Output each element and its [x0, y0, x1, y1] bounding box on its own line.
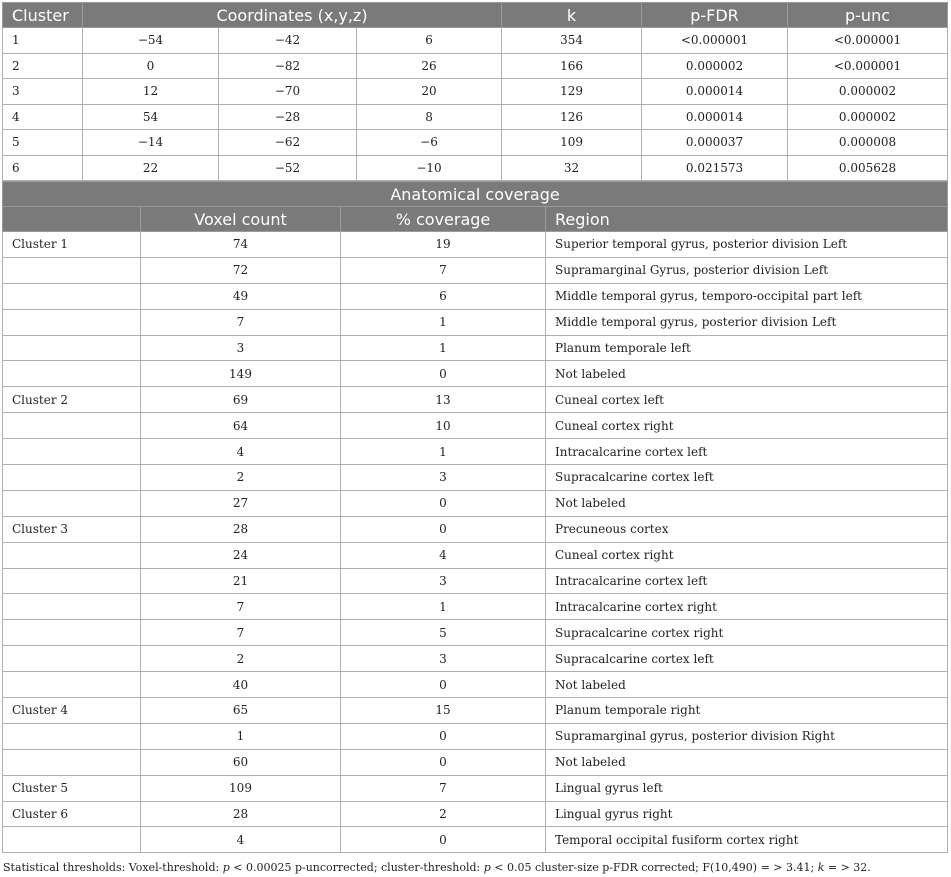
cell-punc: 0.005628 [788, 155, 948, 181]
cell-k: 166 [502, 53, 642, 79]
cell-region: Temporal occipital fusiform cortex right [546, 827, 948, 853]
cell-region: Planum temporale right [546, 698, 948, 724]
coverage-row [3, 439, 948, 465]
cell-region: Intracalcarine cortex right [546, 594, 948, 620]
cell-x: 22 [83, 155, 219, 181]
cell-voxel: 74 [141, 232, 341, 258]
cell-k: 109 [502, 130, 642, 156]
cell-coverage: 13 [341, 387, 546, 413]
cell-y: −70 [219, 79, 357, 105]
cluster-row [3, 79, 948, 105]
cell-y: −42 [219, 28, 357, 54]
cell-voxel: 7 [141, 620, 341, 646]
coverage-row [3, 723, 948, 749]
cell-y: −52 [219, 155, 357, 181]
cell-coverage: 0 [341, 827, 546, 853]
cell-pfdr: 0.000002 [642, 53, 788, 79]
cluster-table [2, 2, 948, 181]
cell-cluster [3, 672, 141, 698]
coverage-row [3, 542, 948, 568]
cell-cluster [3, 465, 141, 491]
coverage-table [2, 181, 948, 853]
coverage-row [3, 801, 948, 827]
coverage-row [3, 490, 948, 516]
header-voxel-count: Voxel count [141, 207, 341, 232]
coverage-row [3, 827, 948, 853]
coverage-row [3, 257, 948, 283]
cell-cluster: 4 [3, 104, 83, 130]
cluster-row [3, 53, 948, 79]
cell-k: 32 [502, 155, 642, 181]
header-k: k [502, 3, 642, 28]
cell-voxel: 69 [141, 387, 341, 413]
cell-region: Not labeled [546, 672, 948, 698]
cell-voxel: 149 [141, 361, 341, 387]
cell-region: Intracalcarine cortex left [546, 439, 948, 465]
cell-coverage: 7 [341, 775, 546, 801]
cell-region: Cuneal cortex right [546, 413, 948, 439]
cell-voxel: 49 [141, 283, 341, 309]
cell-region: Lingual gyrus right [546, 801, 948, 827]
cell-voxel: 28 [141, 801, 341, 827]
cell-coverage: 6 [341, 283, 546, 309]
cell-x: 12 [83, 79, 219, 105]
cell-coverage: 1 [341, 309, 546, 335]
cell-cluster [3, 646, 141, 672]
cell-z: 20 [357, 79, 502, 105]
cell-cluster [3, 568, 141, 594]
cell-k: 354 [502, 28, 642, 54]
cell-coverage: 1 [341, 335, 546, 361]
cell-region: Planum temporale left [546, 335, 948, 361]
coverage-row [3, 413, 948, 439]
cell-punc: <0.000001 [788, 53, 948, 79]
cell-x: −14 [83, 130, 219, 156]
footnote-k: k [817, 861, 825, 874]
cell-cluster [3, 749, 141, 775]
cell-coverage: 1 [341, 439, 546, 465]
cell-voxel: 40 [141, 672, 341, 698]
cell-y: −28 [219, 104, 357, 130]
coverage-row [3, 516, 948, 542]
cell-pfdr: 0.021573 [642, 155, 788, 181]
results-tables [2, 2, 947, 853]
cell-region: Cuneal cortex right [546, 542, 948, 568]
cell-cluster: Cluster 4 [3, 698, 141, 724]
cell-region: Middle temporal gyrus, temporo-occipital part left [546, 283, 948, 309]
cell-cluster: Cluster 6 [3, 801, 141, 827]
cluster-row [3, 28, 948, 54]
cell-coverage: 0 [341, 749, 546, 775]
coverage-row [3, 646, 948, 672]
cell-x: 0 [83, 53, 219, 79]
cell-cluster [3, 309, 141, 335]
cell-cluster: Cluster 5 [3, 775, 141, 801]
cell-x: −54 [83, 28, 219, 54]
cell-coverage: 1 [341, 594, 546, 620]
footnote-mid: < 0.00025 p-uncorrected; cluster-threshold: [229, 861, 484, 874]
coverage-row [3, 620, 948, 646]
cell-voxel: 4 [141, 827, 341, 853]
cell-cluster [3, 413, 141, 439]
cell-cluster [3, 257, 141, 283]
cell-region: Not labeled [546, 361, 948, 387]
cell-voxel: 60 [141, 749, 341, 775]
cell-cluster: 3 [3, 79, 83, 105]
cell-voxel: 7 [141, 594, 341, 620]
cell-voxel: 72 [141, 257, 341, 283]
footnote-tail: = > 32. [824, 861, 871, 874]
cell-voxel: 7 [141, 309, 341, 335]
cell-voxel: 2 [141, 646, 341, 672]
cell-region: Not labeled [546, 490, 948, 516]
cell-y: −62 [219, 130, 357, 156]
cell-coverage: 0 [341, 490, 546, 516]
cell-coverage: 0 [341, 361, 546, 387]
coverage-row [3, 594, 948, 620]
header-blank [3, 207, 141, 232]
coverage-title-row [3, 182, 948, 207]
cell-cluster: 5 [3, 130, 83, 156]
cell-coverage: 3 [341, 568, 546, 594]
cluster-row [3, 130, 948, 156]
header-p-fdr: p-FDR [642, 3, 788, 28]
cell-region: Middle temporal gyrus, posterior division Left [546, 309, 948, 335]
cell-coverage: 0 [341, 723, 546, 749]
cell-pfdr: 0.000014 [642, 79, 788, 105]
cell-k: 129 [502, 79, 642, 105]
cell-cluster [3, 490, 141, 516]
cell-cluster [3, 335, 141, 361]
cell-voxel: 24 [141, 542, 341, 568]
footnote-p1: p [222, 861, 230, 874]
header-cluster: Cluster [3, 3, 83, 28]
cell-voxel: 64 [141, 413, 341, 439]
cell-voxel: 3 [141, 335, 341, 361]
cell-z: −6 [357, 130, 502, 156]
cell-k: 126 [502, 104, 642, 130]
cell-punc: 0.000002 [788, 79, 948, 105]
cell-z: −10 [357, 155, 502, 181]
cluster-row [3, 155, 948, 181]
footnote-p2: p [483, 861, 491, 874]
cell-coverage: 2 [341, 801, 546, 827]
cell-voxel: 21 [141, 568, 341, 594]
cell-coverage: 7 [341, 257, 546, 283]
table-footnote [3, 861, 871, 874]
cell-region: Supramarginal Gyrus, posterior division Left [546, 257, 948, 283]
cell-cluster [3, 283, 141, 309]
cell-voxel: 4 [141, 439, 341, 465]
coverage-row [3, 335, 948, 361]
cell-region: Supracalcarine cortex left [546, 646, 948, 672]
coverage-row [3, 465, 948, 491]
cell-coverage: 15 [341, 698, 546, 724]
cell-cluster: 2 [3, 53, 83, 79]
cell-voxel: 109 [141, 775, 341, 801]
cell-cluster: 1 [3, 28, 83, 54]
cluster-table-header [3, 3, 948, 28]
cell-punc: <0.000001 [788, 28, 948, 54]
cell-z: 26 [357, 53, 502, 79]
footnote-lead: Statistical thresholds: Voxel-threshold: [3, 861, 223, 874]
cell-x: 54 [83, 104, 219, 130]
cell-region: Precuneous cortex [546, 516, 948, 542]
coverage-row [3, 309, 948, 335]
cell-voxel: 28 [141, 516, 341, 542]
cell-cluster: Cluster 1 [3, 232, 141, 258]
footnote-mid2: < 0.05 cluster-size p-FDR corrected; F(10,490) = > 3.41; [490, 861, 818, 874]
cell-cluster [3, 620, 141, 646]
coverage-row [3, 361, 948, 387]
cell-punc: 0.000008 [788, 130, 948, 156]
header-region: Region [546, 207, 948, 232]
cell-region: Lingual gyrus left [546, 775, 948, 801]
cell-voxel: 27 [141, 490, 341, 516]
cell-cluster [3, 361, 141, 387]
cell-region: Not labeled [546, 749, 948, 775]
cell-y: −82 [219, 53, 357, 79]
cell-cluster [3, 439, 141, 465]
cell-cluster: 6 [3, 155, 83, 181]
coverage-row [3, 698, 948, 724]
cell-coverage: 0 [341, 516, 546, 542]
cell-region: Intracalcarine cortex left [546, 568, 948, 594]
cell-voxel: 65 [141, 698, 341, 724]
cell-z: 8 [357, 104, 502, 130]
coverage-row [3, 672, 948, 698]
coverage-row [3, 775, 948, 801]
cell-coverage: 3 [341, 465, 546, 491]
coverage-row [3, 232, 948, 258]
cell-region: Cuneal cortex left [546, 387, 948, 413]
coverage-row [3, 749, 948, 775]
cell-pfdr: 0.000037 [642, 130, 788, 156]
cell-cluster: Cluster 3 [3, 516, 141, 542]
cell-region: Supramarginal gyrus, posterior division Right [546, 723, 948, 749]
cell-coverage: 0 [341, 672, 546, 698]
cell-coverage: 10 [341, 413, 546, 439]
coverage-row [3, 568, 948, 594]
header-p-unc: p-unc [788, 3, 948, 28]
header-coverage: % coverage [341, 207, 546, 232]
cell-cluster: Cluster 2 [3, 387, 141, 413]
cell-region: Supracalcarine cortex right [546, 620, 948, 646]
cell-z: 6 [357, 28, 502, 54]
cell-pfdr: <0.000001 [642, 28, 788, 54]
cell-punc: 0.000002 [788, 104, 948, 130]
header-coordinates: Coordinates (x,y,z) [83, 3, 502, 28]
coverage-title: Anatomical coverage [3, 182, 948, 207]
cell-coverage: 4 [341, 542, 546, 568]
coverage-row [3, 283, 948, 309]
cell-voxel: 1 [141, 723, 341, 749]
cell-pfdr: 0.000014 [642, 104, 788, 130]
cell-cluster [3, 542, 141, 568]
cell-cluster [3, 723, 141, 749]
cell-cluster [3, 827, 141, 853]
cell-coverage: 3 [341, 646, 546, 672]
cell-coverage: 5 [341, 620, 546, 646]
cell-voxel: 2 [141, 465, 341, 491]
cell-region: Supracalcarine cortex left [546, 465, 948, 491]
cell-cluster [3, 594, 141, 620]
cell-region: Superior temporal gyrus, posterior division Left [546, 232, 948, 258]
cell-coverage: 19 [341, 232, 546, 258]
coverage-row [3, 387, 948, 413]
cluster-row [3, 104, 948, 130]
coverage-table-header [3, 207, 948, 232]
